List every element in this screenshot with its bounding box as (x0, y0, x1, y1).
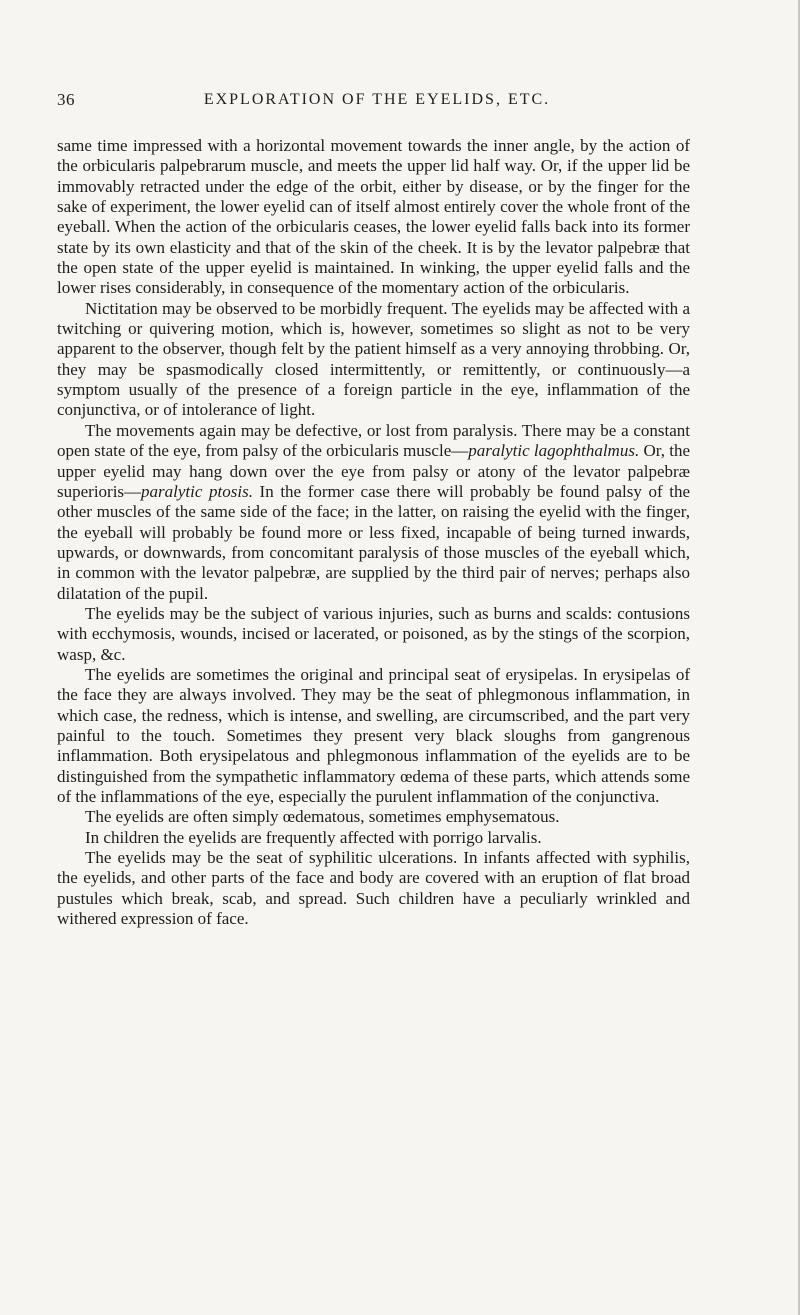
paragraph-text: Nictitation may be observed to be morbidly frequent. The eyelids may be affected with a twitching or quivering motion, which is, however, sometimes so slight as not to be very apparent to the observer, though felt by the patient himself as a very annoying throbbing. Or, they may be spasmodically closed intermittently, or remittently, or continuously—a symptom usually of the presence of a foreign particle in the eye, inflammation of the conjunctiva, or of intolerance of light. (57, 298, 690, 420)
paragraph-text: The eyelids may be the seat of syphilitic ulcerations. In infants affected with syphilis, the eyelids, and other parts of the face and body are covered with an eruption of flat broad pustules which break, scab, and spread. Such children have a peculiarly wrinkled and withered expression of face. (57, 848, 690, 929)
paragraph-text: The eyelids are sometimes the original and principal seat of erysipelas. In erysipelas of the face they are always involved. They may be the seat of phlegmonous inflammation, in which case, the redness, which is intense, and swelling, are circumscribed, and the part very painful to the touch. Sometimes they present very black sloughs from gangrenous inflammation. Both erysipelatous and phlegmonous inflammation of the eyelids are to be distinguished from the sympathetic inflammatory œdema of these parts, which attends some of the inflammations of the eye, especially the purulent inflammation of the conjunctiva. (57, 664, 690, 806)
running-head: EXPLORATION OF THE EYELIDS, ETC. (203, 91, 551, 108)
page-header (57, 90, 697, 114)
italic-term: paralytic lagophthalmus. (468, 441, 640, 461)
paragraph (57, 421, 690, 604)
paragraph-text: The eyelids may be the subject of various injuries, such as burns and scalds: contusions with ecchymosis, wounds, incised or lacerated, or poisoned, as by the stings of the scorpion, wasp, &c. (57, 603, 690, 664)
paragraph (57, 136, 690, 299)
paragraph (57, 807, 690, 827)
paragraph-text: In children the eyelids are frequently affected with porrigo larvalis. (85, 827, 542, 847)
paragraph (57, 299, 690, 421)
paragraph (57, 848, 690, 929)
paragraph (57, 828, 690, 848)
page-number: 36 (57, 90, 75, 109)
paragraph-text: In the former case there will probably be found palsy of the other muscles of the same side of the face; in the latter, on raising the eyelid with the finger, the eyeball will probably be found more or less fixed, incapable of being turned inwards, upwards, or downwards, from concomitant paralysis of those muscles of the eyeball which, in common with the levator palpebræ, are supplied by the third pair of nerves; perhaps also dilatation of the pupil. (57, 481, 690, 603)
paragraph (57, 665, 690, 807)
paragraph (57, 604, 690, 665)
paragraph-text: same time impressed with a horizontal movement towards the inner angle, by the action of the orbicularis palpebrarum muscle, and meets the upper lid half way. Or, if the upper lid be immovably retracted under the edge of the orbit, either by disease, or by the finger for the sake of experiment, the lower eyelid can of itself almost entirely cover the whole front of the eyeball. When the action of the orbicularis ceases, the lower eyelid falls back into its former state by its own elasticity and that of the skin of the cheek. It is by the levator palpebræ that the open state of the upper eyelid is maintained. In winking, the upper eyelid falls and the lower rises considerably, in consequence of the momentary action of the orbicularis. (57, 136, 690, 298)
italic-term: paralytic ptosis. (141, 481, 253, 501)
paragraph-text: Or, the upper eyelid may hang down over the eye from palsy or atony of the levator palpebræ superioris— (57, 441, 690, 501)
paragraph-text: The movements again may be defective, or lost from paralysis. There may be a constant open state of the eye, from palsy of the orbicularis muscle— (57, 420, 690, 461)
paragraph-text: The eyelids are often simply œdematous, sometimes emphysematous. (85, 807, 560, 827)
body-text (57, 136, 690, 929)
